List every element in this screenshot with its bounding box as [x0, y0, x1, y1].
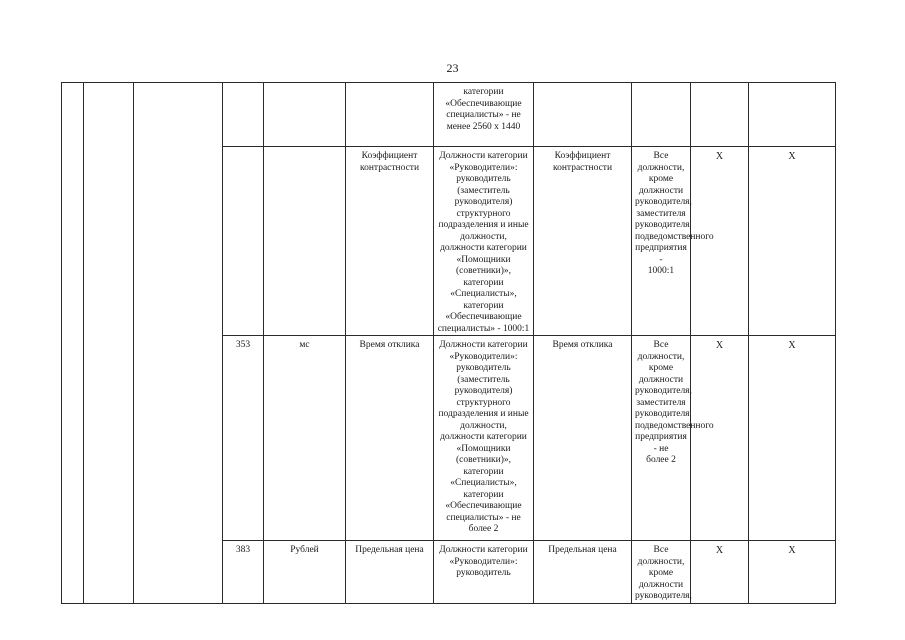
row-number-cell: 353 — [223, 336, 264, 541]
characteristic-name-cell: Предельная цена — [534, 541, 632, 604]
mark-cell — [691, 83, 749, 147]
characteristic-value-cell: Должности категории «Руководители»: руководитель (заместитель руководителя) структурного подразделения и иные должности, должности категории «Помощники (советники)», категории «Специалисты», категории «Обеспечивающие специалисты» - 1000:1 — [434, 147, 534, 336]
unit-cell: мс — [264, 336, 346, 541]
mark-cell: X — [749, 147, 836, 336]
mark-cell: X — [691, 147, 749, 336]
characteristic-value-cell: Все должности, кроме должности руководителя, заместителя руководителя подведомственного предприятия - не более 2 — [632, 336, 691, 541]
unit-cell — [264, 83, 346, 147]
empty-column-cell — [84, 83, 134, 604]
characteristic-name-cell: Коэффициент контрастности — [534, 147, 632, 336]
page-number: 23 — [446, 61, 459, 75]
characteristic-name-cell: Время отклика — [534, 336, 632, 541]
row-number-cell — [223, 83, 264, 147]
row-number-cell: 383 — [223, 541, 264, 604]
characteristic-name-cell: Время отклика — [346, 336, 434, 541]
characteristic-name-cell: Коэффициент контрастности — [346, 147, 434, 336]
empty-column-cell — [62, 83, 84, 604]
characteristic-name-cell — [534, 83, 632, 147]
empty-column-cell — [134, 83, 223, 604]
characteristic-value-cell: Все должности, кроме должности руководителя, — [632, 541, 691, 604]
characteristic-name-cell — [346, 83, 434, 147]
mark-cell: X — [749, 541, 836, 604]
characteristic-value-cell: Все должности, кроме должности руководителя, заместителя руководителя подведомственного предприятия - 1000:1 — [632, 147, 691, 336]
characteristic-value-cell: Должности категории «Руководители»: руководитель — [434, 541, 534, 604]
table-row — [62, 83, 836, 147]
mark-cell: X — [691, 541, 749, 604]
mark-cell: X — [749, 336, 836, 541]
characteristic-value-cell: категории «Обеспечивающие специалисты» - не менее 2560 x 1440 — [434, 83, 534, 147]
mark-cell: X — [691, 336, 749, 541]
mark-cell — [749, 83, 836, 147]
unit-cell: Рублей — [264, 541, 346, 604]
characteristic-name-cell: Предельная цена — [346, 541, 434, 604]
row-number-cell — [223, 147, 264, 336]
requirements-table — [61, 82, 836, 604]
characteristic-value-cell — [632, 83, 691, 147]
characteristic-value-cell: Должности категории «Руководители»: руководитель (заместитель руководителя) структурного подразделения и иные должности, должности категории «Помощники (советники)», категории «Специалисты», категории «Обеспечивающие специалисты» - не более 2 — [434, 336, 534, 541]
unit-cell — [264, 147, 346, 336]
